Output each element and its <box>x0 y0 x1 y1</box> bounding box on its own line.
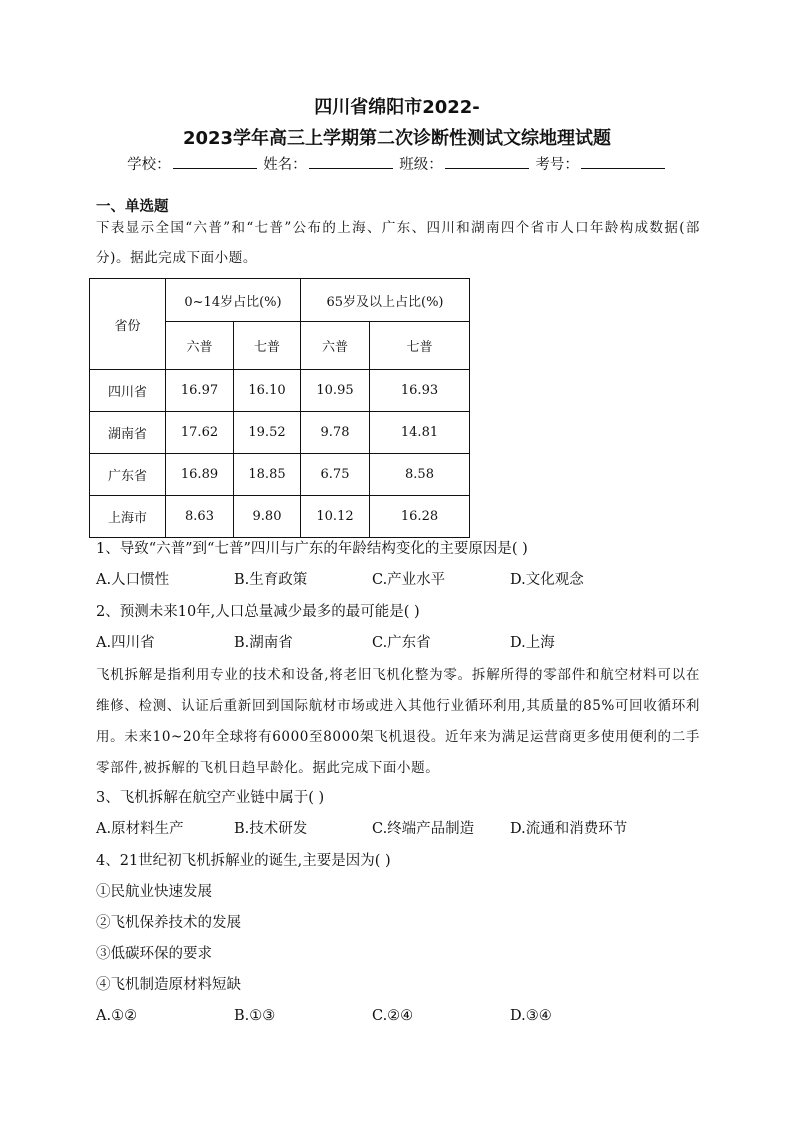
option-c[interactable]: C.广东省 <box>372 635 431 651</box>
table-cell: 6.75 <box>301 454 370 496</box>
option-a[interactable]: A.人口惯性 <box>96 572 170 588</box>
class-label: 班级： <box>399 157 443 173</box>
table-cell: 8.58 <box>370 454 470 496</box>
table-cell: 14.81 <box>370 412 470 454</box>
option-a[interactable]: A.原材料生产 <box>96 821 184 837</box>
option-c[interactable]: C.②④ <box>372 1008 414 1024</box>
question-4-statement: ④飞机制造原材料短缺 <box>96 977 241 993</box>
table-row-province: 湖南省 <box>90 412 166 454</box>
table-cell: 16.89 <box>166 454 234 496</box>
option-c[interactable]: C.终端产品制造 <box>372 821 475 837</box>
exam-number-blank <box>581 154 665 169</box>
exam-title-line2: 2023学年高三上学期第二次诊断性测试文综地理试题 <box>182 128 612 149</box>
table-group-header-elderly: 65岁及以上占比(%) <box>301 279 470 322</box>
table-cell: 18.85 <box>234 454 301 496</box>
passage-population-text: 下表显示全国“六普”和“七普”公布的上海、广东、四川和湖南四个省市人口年龄构成数据(部分)。据此完成下面小题。 <box>96 220 700 266</box>
table-cell: 10.12 <box>301 496 370 538</box>
option-a[interactable]: A.四川省 <box>96 635 155 651</box>
question-2-options <box>96 633 716 653</box>
passage-aircraft-text: 飞机拆解是指利用专业的技术和设备,将老旧飞机化整为零。拆解所得的零部件和航空材料可以在维修、检测、认证后重新回到国际航材市场或进入其他行业循环利用,其质量的85%可回收循环利用。未来10~20年全球将有6000至8000架飞机退役。近年来为满足运营商更多使用便利的二手零部件,被拆解的飞机日趋早龄化。据此完成下面小题。 <box>96 667 700 776</box>
table-row <box>90 454 470 496</box>
table-subheader: 七普 <box>370 322 470 370</box>
exam-title-line1: 四川省绵阳市2022- <box>314 97 480 118</box>
question-4-statement: ①民航业快速发展 <box>96 884 212 900</box>
table-cell: 16.28 <box>370 496 470 538</box>
table-cell: 9.78 <box>301 412 370 454</box>
table-group-header-children: 0~14岁占比(%) <box>166 279 301 322</box>
question-1-stem: 1、导致“六普”到“七普”四川与广东的年龄结构变化的主要原因是( ) <box>96 541 528 557</box>
school-blank <box>173 154 257 169</box>
table-cell: 16.93 <box>370 370 470 412</box>
option-a[interactable]: A.①② <box>96 1008 138 1024</box>
question-1-options <box>96 570 716 590</box>
table-corner-header: 省份 <box>90 279 166 370</box>
option-d[interactable]: D.上海 <box>510 635 555 651</box>
question-4-statement: ③低碳环保的要求 <box>96 946 212 962</box>
option-d[interactable]: D.文化观念 <box>510 572 584 588</box>
question-3-options <box>96 819 716 839</box>
question-2-stem: 2、预测未来10年,人口总量减少最多的最可能是( ) <box>96 604 420 620</box>
table-cell: 16.97 <box>166 370 234 412</box>
option-c[interactable]: C.产业水平 <box>372 572 446 588</box>
table-cell: 8.63 <box>166 496 234 538</box>
question-4-options <box>96 1006 716 1026</box>
table-cell: 16.10 <box>234 370 301 412</box>
section-title: 一、单选题 <box>96 199 169 215</box>
table-row <box>90 412 470 454</box>
table-row-province: 广东省 <box>90 454 166 496</box>
option-d[interactable]: D.③④ <box>510 1008 552 1024</box>
table-row-province: 上海市 <box>90 496 166 538</box>
student-info-line <box>0 154 794 175</box>
option-b[interactable]: B.湖南省 <box>234 635 293 651</box>
population-age-table <box>89 278 470 538</box>
table-cell: 17.62 <box>166 412 234 454</box>
table-subheader: 六普 <box>301 322 370 370</box>
option-b[interactable]: B.①③ <box>234 1008 276 1024</box>
question-4-statement: ②飞机保养技术的发展 <box>96 915 241 931</box>
table-cell: 19.52 <box>234 412 301 454</box>
passage-aircraft-dismantling <box>96 660 700 784</box>
option-d[interactable]: D.流通和消费环节 <box>510 821 628 837</box>
question-4-stem: 4、21世纪初飞机拆解业的诞生,主要是因为( ) <box>96 853 391 869</box>
option-b[interactable]: B.生育政策 <box>234 572 308 588</box>
table-row <box>90 496 470 538</box>
table-row <box>90 370 470 412</box>
table-row-province: 四川省 <box>90 370 166 412</box>
question-3-stem: 3、飞机拆解在航空产业链中属于( ) <box>96 790 325 806</box>
passage-population <box>96 213 700 273</box>
table-cell: 10.95 <box>301 370 370 412</box>
option-b[interactable]: B.技术研发 <box>234 821 308 837</box>
table-subheader: 六普 <box>166 322 234 370</box>
name-blank <box>309 154 393 169</box>
table-subheader: 七普 <box>234 322 301 370</box>
name-label: 姓名： <box>263 157 307 173</box>
school-label: 学校： <box>127 157 171 173</box>
exam-number-label: 考号： <box>535 157 579 173</box>
class-blank <box>445 154 529 169</box>
table-cell: 9.80 <box>234 496 301 538</box>
